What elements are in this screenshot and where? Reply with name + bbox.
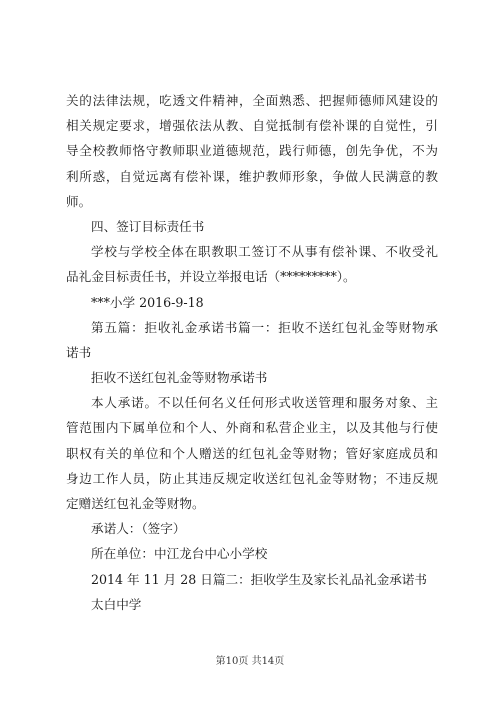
paragraph-line: 导全校教师恪守教师职业道德规范，践行师德，创先争优，不为	[66, 143, 438, 159]
article-title-line: 诺书	[66, 344, 92, 360]
paragraph-line: 职权有关的单位和个人赠送的红包礼金等财物；管好家庭成员和	[66, 445, 438, 461]
paragraph-line: 定赠送红包礼金等财物。	[66, 496, 205, 511]
date-title-line: 2014 年 11 月 28 日篇二：拒收学生及家长礼品礼金承诺书	[91, 571, 427, 587]
paragraph-line: 相关规定要求，增强依法从教、自觉抵制有偿补课的自觉性，引	[66, 118, 438, 134]
paragraph-line: 管范围内下属单位和个人、外商和私营企业主，以及其他与行使	[66, 420, 438, 436]
paragraph-line: 利所惑，自觉远离有偿补课，维护教师形象，争做人民满意的教	[66, 168, 438, 184]
unit-line: 所在单位：中江龙台中心小学校	[91, 546, 268, 562]
paragraph-line: 身边工作人员，防止其违反规定收送红包礼金等财物；不违反规	[66, 470, 438, 486]
paragraph-line: 品礼金目标责任书，并设立举报电话（*********）。	[66, 269, 356, 285]
paragraph-line: 关的法律法规，吃透文件精神，全面熟悉、把握师德师风建设的	[66, 93, 438, 108]
signer-line: 承诺人：（签字）	[91, 521, 186, 537]
page-number-footer: 第10页 共14页	[215, 656, 285, 667]
paragraph-line: 师。	[66, 193, 92, 209]
subtitle-line: 拒收不送红包礼金等财物承诺书	[91, 370, 268, 386]
paragraph-line: 本人承诺。不以任何名义任何形式收送管理和服务对象、主	[91, 395, 438, 411]
document-body	[66, 88, 438, 617]
paragraph-line: 学校与学校全体在职教职工签订不从事有偿补课、不收受礼	[91, 244, 438, 260]
school-name-line: 太白中学	[91, 596, 142, 612]
section-heading: 四、签订目标责任书	[91, 218, 205, 234]
article-title-line: 第五篇：拒收礼金承诺书篇一：拒收不送红包礼金等财物承	[91, 319, 438, 335]
signature-date-line: ***小学 2016-9-18	[91, 294, 204, 310]
